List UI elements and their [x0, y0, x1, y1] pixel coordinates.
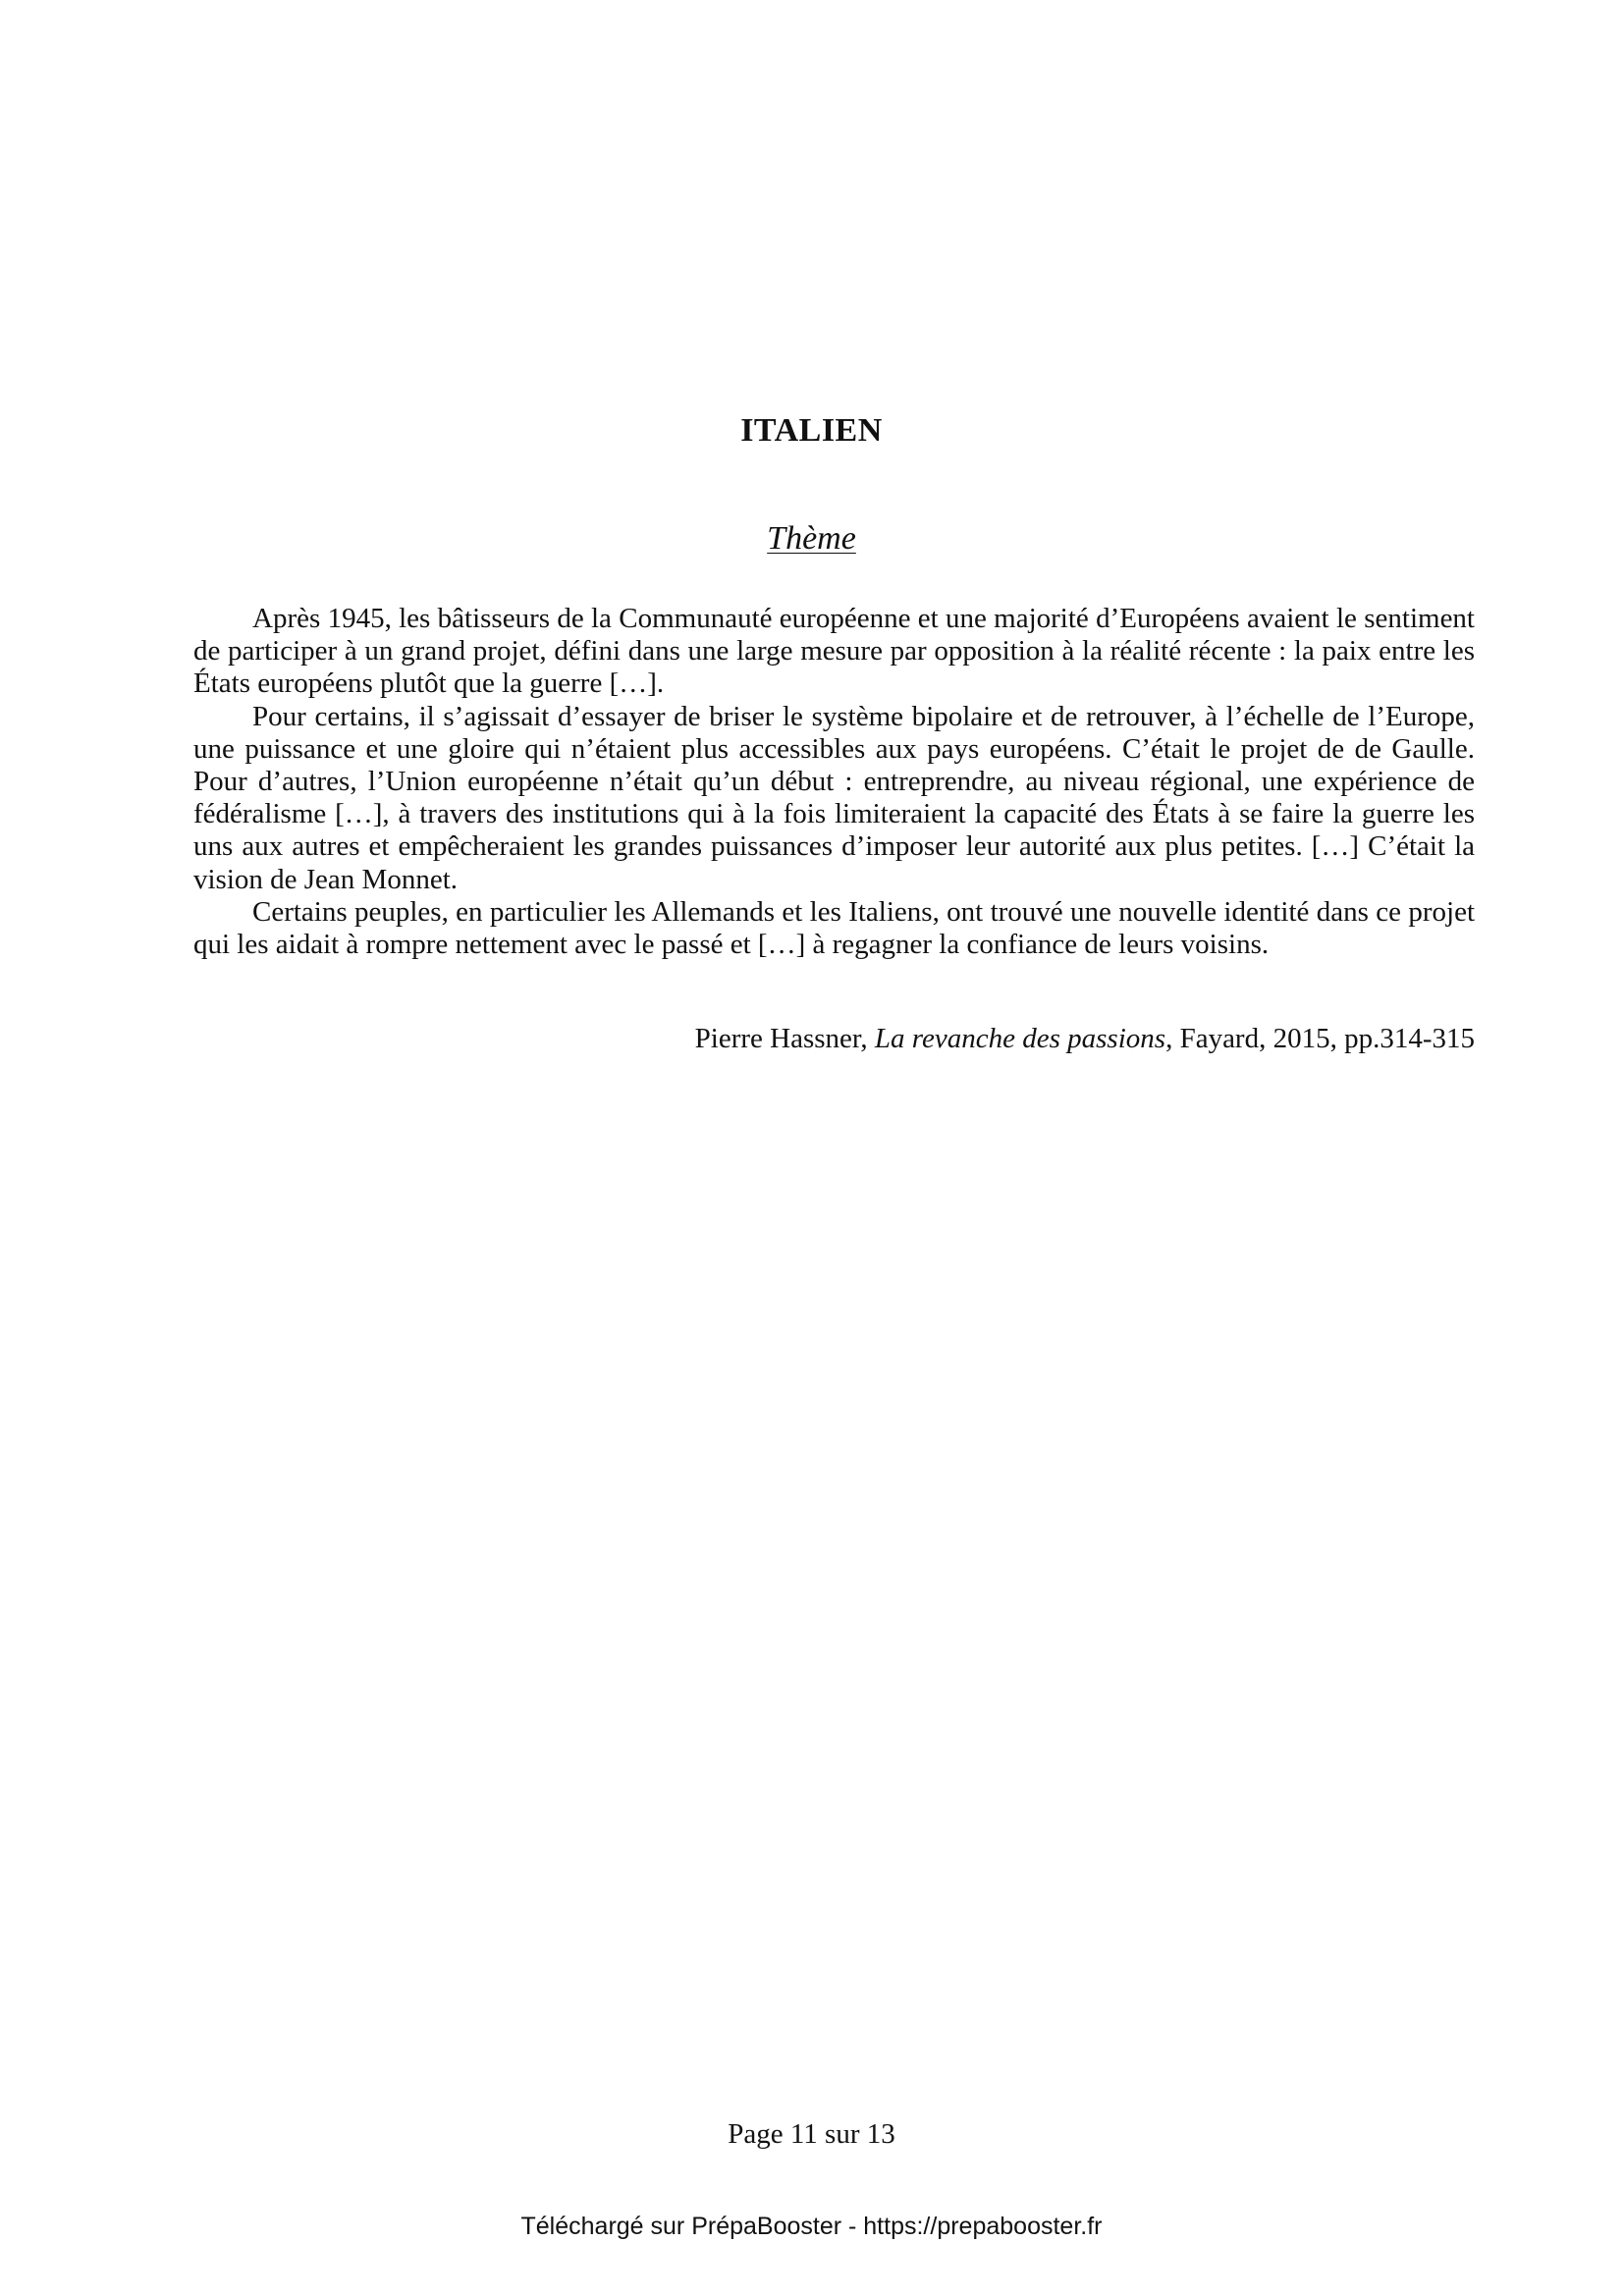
citation-separator: ,: [860, 1023, 875, 1054]
body-text: [193, 603, 1475, 961]
citation-details: , Fayard, 2015, pp.314-315: [1165, 1023, 1475, 1054]
download-footer: Téléchargé sur PrépaBooster - https://prepabooster.fr: [520, 2213, 1103, 2240]
page-number: Page 11 sur 13: [728, 2118, 895, 2150]
citation-book-title: La revanche des passions: [874, 1023, 1166, 1054]
page-title: ITALIEN: [740, 412, 883, 449]
paragraph-3: Certains peuples, en particulier les Allemands et les Italiens, ont trouvé une nouvelle identité dans ce projet qui les aidait à rompre nettement avec le passé et […] à regagner la confiance de leurs voisins.: [193, 895, 1475, 961]
citation-author: Pierre Hassner: [694, 1023, 861, 1054]
paragraph-2: Pour certains, il s’agissait d’essayer de briser le système bipolaire et de retrouver, à l’échelle de l’Europe, une puissance et une gloire qui n’étaient plus accessibles aux pays européens. C’était le projet de de Gaulle. Pour d’autres, l’Union européenne n’était qu’un début : entreprendre, au niveau régional, une expérience de fédéralisme […], à travers des institutions qui à la fois limiteraient la capacité des États à se faire la guerre les uns aux autres et empêcheraient les grandes puissances d’imposer leur autorité aux plus petites. […] C’était la vision de Jean Monnet.: [193, 700, 1475, 895]
citation: [193, 1023, 1475, 1055]
paragraph-1: Après 1945, les bâtisseurs de la Communauté européenne et une majorité d’Européens avaient le sentiment de participer à un grand projet, défini dans une large mesure par opposition à la réalité récente : la paix entre les États européens plutôt que la guerre […].: [193, 603, 1475, 700]
section-subtitle: Thème: [767, 520, 856, 557]
